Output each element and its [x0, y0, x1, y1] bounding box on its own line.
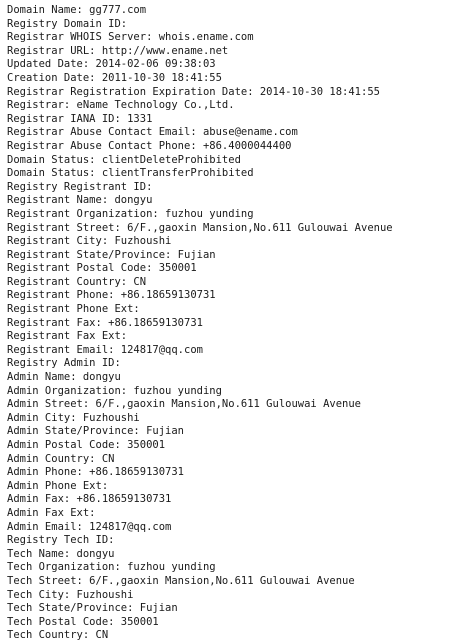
- whois-line-registrant-street: Registrant Street: 6/F.,gaoxin Mansion,No.611 Gulouwai Avenue: [7, 221, 393, 234]
- whois-line-admin-email: Admin Email: 124817@qq.com: [7, 520, 172, 533]
- whois-line-updated-date: Updated Date: 2014-02-06 09:38:03: [7, 58, 216, 71]
- whois-line-registrant-name: Registrant Name: dongyu: [7, 194, 153, 207]
- whois-line-registry-tech-id: Registry Tech ID:: [7, 534, 115, 547]
- whois-line-admin-fax-ext: Admin Fax Ext:: [7, 506, 96, 519]
- whois-line-abuse-phone: Registrar Abuse Contact Phone: +86.4000044400: [7, 139, 292, 152]
- whois-line-domain-status-1: Domain Status: clientDeleteProhibited: [7, 153, 241, 166]
- whois-line-registry-domain-id: Registry Domain ID:: [7, 17, 128, 30]
- whois-line-abuse-email: Registrar Abuse Contact Email: abuse@ename.com: [7, 126, 298, 139]
- whois-line-admin-organization: Admin Organization: fuzhou yunding: [7, 384, 222, 397]
- whois-record-text: [7, 4, 471, 643]
- whois-line-registrant-state: Registrant State/Province: Fujian: [7, 248, 216, 261]
- whois-line-expiration-date: Registrar Registration Expiration Date: 2014-10-30 18:41:55: [7, 85, 380, 98]
- whois-line-registrar-iana-id: Registrar IANA ID: 1331: [7, 112, 153, 125]
- whois-line-registrant-country: Registrant Country: CN: [7, 275, 147, 288]
- whois-line-admin-city: Admin City: Fuzhoushi: [7, 411, 140, 424]
- whois-line-registrant-fax: Registrant Fax: +86.18659130731: [7, 316, 203, 329]
- whois-line-registrant-city: Registrant City: Fuzhoushi: [7, 235, 172, 248]
- whois-line-creation-date: Creation Date: 2011-10-30 18:41:55: [7, 71, 222, 84]
- whois-line-admin-state: Admin State/Province: Fujian: [7, 425, 185, 438]
- whois-line-admin-phone-ext: Admin Phone Ext:: [7, 479, 109, 492]
- whois-line-registrar-whois-server: Registrar WHOIS Server: whois.ename.com: [7, 31, 254, 44]
- whois-line-registrant-phone-ext: Registrant Phone Ext:: [7, 303, 140, 316]
- whois-line-tech-country: Tech Country: CN: [7, 629, 109, 642]
- whois-line-admin-fax: Admin Fax: +86.18659130731: [7, 493, 172, 506]
- whois-line-admin-street: Admin Street: 6/F.,gaoxin Mansion,No.611 Gulouwai Avenue: [7, 398, 362, 411]
- whois-line-tech-state: Tech State/Province: Fujian: [7, 602, 178, 615]
- whois-line-tech-postal-code: Tech Postal Code: 350001: [7, 615, 159, 628]
- whois-line-domain-status-2: Domain Status: clientTransferProhibited: [7, 167, 254, 180]
- whois-line-registrant-email: Registrant Email: 124817@qq.com: [7, 343, 203, 356]
- whois-line-registry-registrant-id: Registry Registrant ID:: [7, 180, 153, 193]
- whois-line-admin-postal-code: Admin Postal Code: 350001: [7, 439, 166, 451]
- whois-line-registrant-phone: Registrant Phone: +86.18659130731: [7, 289, 216, 302]
- whois-line-registrar-url: Registrar URL: http://www.ename.net: [7, 44, 229, 57]
- whois-line-tech-organization: Tech Organization: fuzhou yunding: [7, 561, 216, 574]
- whois-line-registrant-organization: Registrant Organization: fuzhou yunding: [7, 207, 254, 220]
- whois-line-domain-name: Domain Name: gg777.com: [7, 4, 147, 16]
- whois-line-admin-country: Admin Country: CN: [7, 452, 115, 465]
- whois-line-admin-phone: Admin Phone: +86.18659130731: [7, 466, 185, 479]
- whois-line-tech-name: Tech Name: dongyu: [7, 547, 115, 560]
- whois-line-tech-city: Tech City: Fuzhoushi: [7, 588, 134, 601]
- whois-line-registrar: Registrar: eName Technology Co.,Ltd.: [7, 99, 235, 112]
- whois-line-admin-name: Admin Name: dongyu: [7, 371, 121, 384]
- whois-line-registrant-fax-ext: Registrant Fax Ext:: [7, 330, 128, 343]
- whois-line-tech-street: Tech Street: 6/F.,gaoxin Mansion,No.611 Gulouwai Avenue: [7, 574, 355, 587]
- whois-line-registry-admin-id: Registry Admin ID:: [7, 357, 121, 370]
- whois-line-registrant-postal-code: Registrant Postal Code: 350001: [7, 262, 197, 275]
